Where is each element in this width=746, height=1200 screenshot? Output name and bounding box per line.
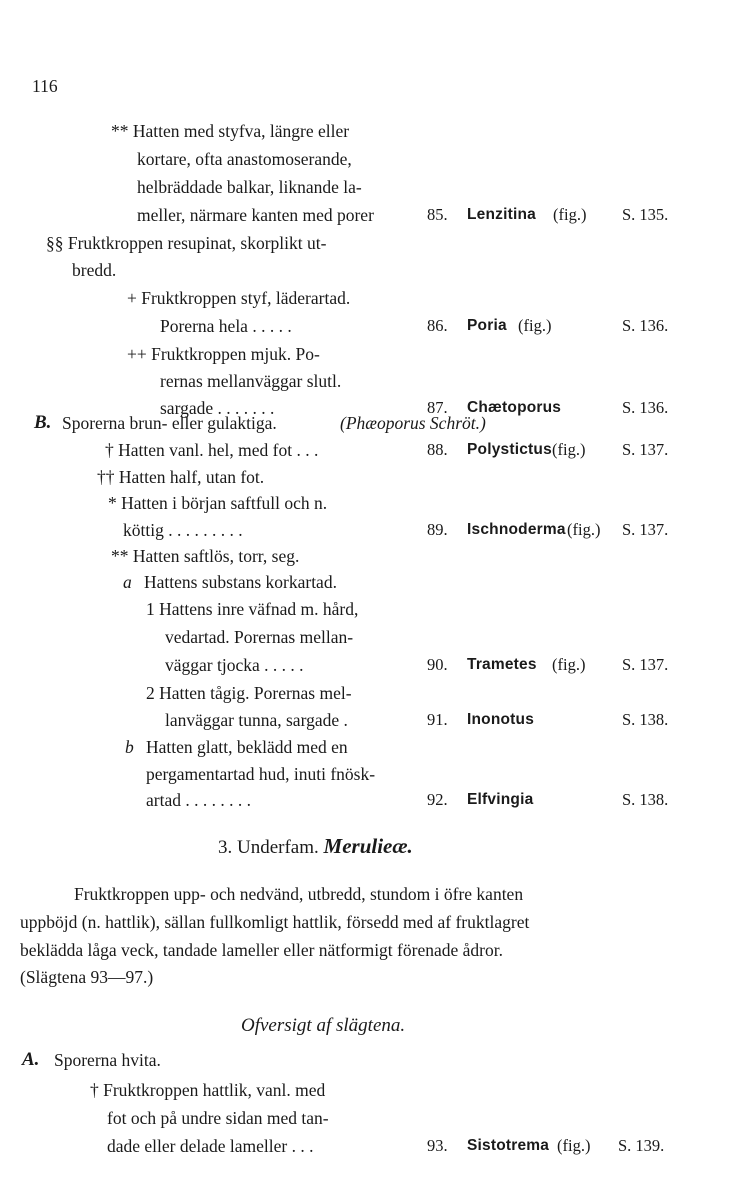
genus-number: 92. — [427, 790, 448, 809]
key-line: †† Hatten half, utan fot. — [97, 467, 265, 487]
genus-number: 85. — [427, 205, 448, 224]
subfamily-heading — [218, 836, 413, 858]
key-line: ++ Fruktkroppen mjuk. Po- — [127, 344, 320, 364]
section-marker: A. — [22, 1049, 40, 1070]
genus-name: Ischnoderma — [467, 521, 566, 538]
genus-name: Lenzitina — [467, 206, 536, 223]
genus-number: 87. — [427, 398, 448, 417]
genus-number: 86. — [427, 316, 448, 335]
key-line: köttig . . . . . . . . . — [123, 520, 243, 540]
genus-name: Elfvingia — [467, 791, 534, 808]
genus-number: 89. — [427, 520, 448, 539]
genus-name: Polystictus — [467, 441, 552, 458]
paragraph-line: (Slägtena 93—97.) — [20, 967, 154, 987]
key-line: meller, närmare kanten med porer — [137, 205, 374, 225]
key-line: Porerna hela . . . . . — [160, 316, 292, 336]
genus-number: 93. — [427, 1136, 448, 1155]
page-ref: S. 136. — [622, 316, 669, 335]
synonym-note: (Phæoporus Schröt.) — [340, 413, 486, 433]
genus-name: Trametes — [467, 656, 537, 673]
page-ref: S. 139. — [618, 1136, 665, 1155]
subfamily-prefix: 3. Underfam. — [218, 837, 319, 858]
paragraph-line: Fruktkroppen upp- och nedvänd, utbredd, stundom i öfre kanten — [74, 884, 524, 904]
page-ref: S. 138. — [622, 790, 669, 809]
page-ref: S. 137. — [622, 520, 669, 539]
page-ref: S. 137. — [622, 655, 669, 674]
key-line: väggar tjocka . . . . . — [165, 655, 304, 675]
key-line: Sporerna hvita. — [54, 1050, 161, 1070]
key-line: ** Hatten saftlös, torr, seg. — [111, 546, 300, 566]
key-line: bredd. — [72, 260, 117, 280]
paragraph-line: beklädda låga veck, tandade lameller eller nätformigt förenade ådror. — [20, 940, 503, 960]
section-marker: b — [125, 737, 134, 757]
key-line: † Hatten vanl. hel, med fot . . . — [105, 440, 319, 460]
genus-name: Sistotrema — [467, 1137, 550, 1154]
key-line: * Hatten i början saftfull och n. — [108, 493, 328, 513]
key-line: rernas mellanväggar slutl. — [160, 371, 342, 391]
key-line: pergamentartad hud, inuti fnösk- — [146, 764, 376, 784]
subfamily-name: Merulieæ. — [323, 834, 413, 858]
key-line: artad . . . . . . . . — [146, 790, 251, 810]
key-line: † Fruktkroppen hattlik, vanl. med — [90, 1080, 326, 1100]
key-line: kortare, ofta anastomoserande, — [137, 149, 352, 169]
key-line: Hattens substans korkartad. — [144, 572, 337, 592]
genus-number: 90. — [427, 655, 448, 674]
figure-ref: (fig.) — [552, 655, 586, 674]
key-line: Sporerna brun- eller gulaktiga. — [62, 413, 277, 433]
key-line: fot och på undre sidan med tan- — [107, 1108, 329, 1128]
overview-title: Ofversigt af slägtena. — [241, 1015, 406, 1036]
section-marker: a — [123, 572, 132, 592]
key-line: ** Hatten med styfva, längre eller — [111, 121, 350, 141]
genus-name: Poria — [467, 317, 507, 334]
page-ref: S. 137. — [622, 440, 669, 459]
key-line: Hatten glatt, beklädd med en — [146, 737, 348, 757]
figure-ref: (fig.) — [518, 316, 552, 335]
figure-ref: (fig.) — [557, 1136, 591, 1155]
genus-name: Inonotus — [467, 711, 535, 728]
page-ref: S. 136. — [622, 398, 669, 417]
key-line: 1 Hattens inre väfnad m. hård, — [146, 599, 359, 619]
figure-ref: (fig.) — [567, 520, 601, 539]
genus-number: 91. — [427, 710, 448, 729]
figure-ref: (fig.) — [553, 205, 587, 224]
genus-number: 88. — [427, 440, 448, 459]
paragraph-line: uppböjd (n. hattlik), sällan fullkomligt hattlik, försedd med af fruktlagret — [20, 912, 530, 932]
key-line: vedartad. Porernas mellan- — [165, 627, 354, 647]
page-ref: S. 138. — [622, 710, 669, 729]
page-ref: S. 135. — [622, 205, 669, 224]
page-number: 116 — [32, 76, 58, 96]
key-line: 2 Hatten tågig. Porernas mel- — [146, 683, 352, 703]
section-marker: B. — [34, 412, 52, 433]
genus-name: Chætoporus — [467, 399, 562, 416]
key-line: helbräddade balkar, liknande la- — [137, 177, 362, 197]
key-line: §§ Fruktkroppen resupinat, skorplikt ut- — [46, 233, 327, 253]
figure-ref: (fig.) — [552, 440, 586, 459]
key-line: dade eller delade lameller . . . — [107, 1136, 314, 1156]
key-line: sargade . . . . . . . — [160, 398, 275, 418]
key-line: + Fruktkroppen styf, läderartad. — [127, 288, 351, 308]
key-line: lanväggar tunna, sargade . — [165, 710, 348, 730]
